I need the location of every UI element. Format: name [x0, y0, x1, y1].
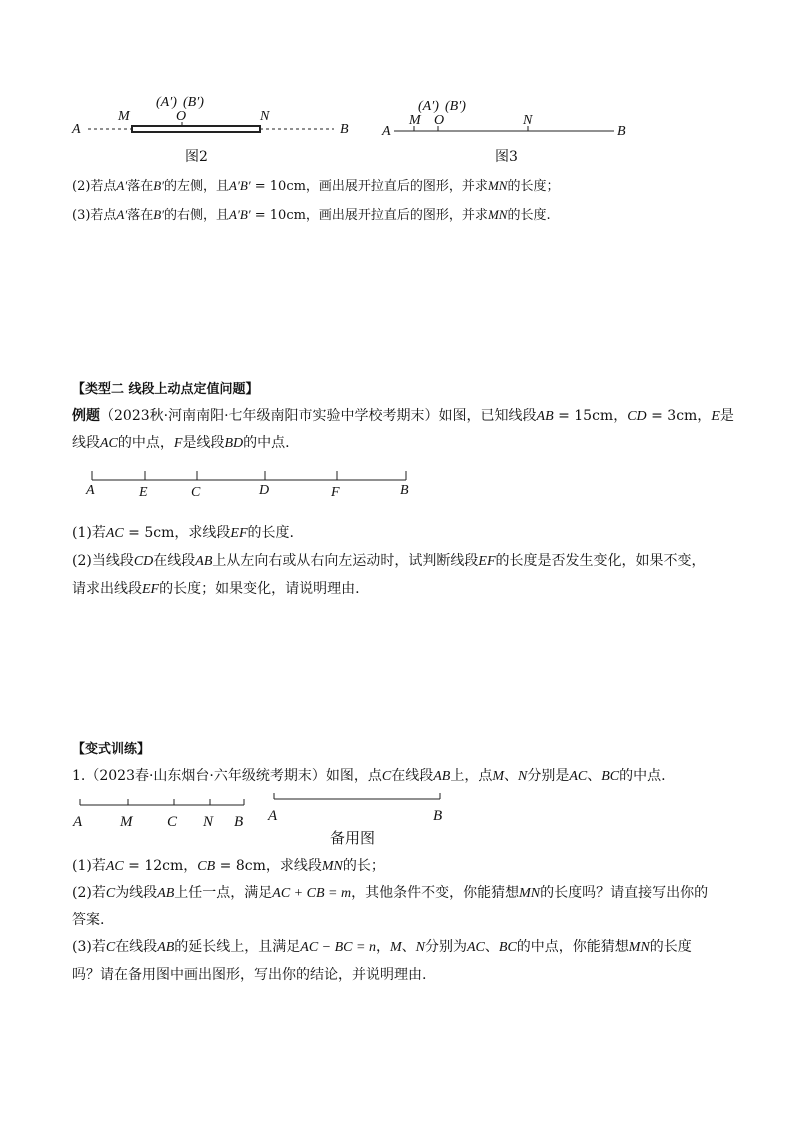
example-question-2-line2: 请求出线段EF的长度；如果变化，请说明理由.: [72, 581, 360, 597]
v-label-c: C: [167, 814, 178, 830]
fig2-label-ap: (A′): [156, 95, 177, 110]
fig3-label-o: O: [434, 113, 445, 128]
variant-problem-line: 1.（2023春·山东烟台·六年级统考期末）如图，点C在线段AB上，点M、N分别是AC、BC的中点.: [72, 768, 666, 784]
backup-caption: 备用图: [330, 829, 376, 847]
question-3-part1: (3)若点A′落在B′的右侧，且A′B′ = 10cm，画出展开拉直后的图形，并求MN的长度.: [72, 207, 551, 223]
type2-heading: 【类型二 线段上动点定值问题】: [72, 382, 259, 397]
variant-question-2-line2: 答案.: [72, 912, 105, 928]
fig2-label-a: A: [72, 122, 81, 137]
ex-label-b: B: [400, 483, 409, 498]
variant-question-3-line2: 吗？请在备用图中画出图形，写出你的结论，并说明理由.: [72, 967, 427, 983]
v-label-a: A: [73, 814, 83, 830]
fig3-label-ap: (A′): [418, 99, 439, 114]
v-label-n: N: [203, 814, 214, 830]
fig2-label-b: B: [340, 122, 349, 137]
example-question-1: (1)若AC = 5cm，求线段EF的长度.: [72, 525, 294, 541]
v-label-b: B: [234, 814, 244, 830]
fig3-label-b: B: [617, 124, 626, 139]
fig2-label-bp: (B′): [183, 95, 204, 110]
ex-label-f: F: [331, 485, 340, 500]
example-question-2-line1: (2)当线段CD在线段AB上从左向右或从右向左运动时，试判断线段EF的长度是否发生变化，如果不变，: [72, 553, 706, 569]
fig3-label-n: N: [523, 113, 533, 128]
variant-question-1: (1)若AC = 12cm，CB = 8cm，求线段MN的长；: [72, 858, 385, 874]
backup-label-a: A: [268, 808, 278, 824]
fig2-caption: 图2: [185, 149, 208, 165]
ex-label-d: D: [259, 483, 270, 498]
fig2-label-o: O: [176, 109, 187, 124]
fig3-label-bp: (B′): [445, 99, 466, 114]
variant-question-2-line1: (2)若C为线段AB上任一点，满足AC + CB = m，其他条件不变，你能猜想MN的长度吗？请直接写出你的: [72, 885, 709, 901]
variant-question-3-line1: (3)若C在线段AB的延长线上，且满足AC − BC = n，M、N分别为AC、BC的中点，你能猜想MN的长度: [72, 939, 692, 955]
fig2-label-n: N: [260, 109, 270, 124]
ex-label-e: E: [139, 485, 148, 500]
v-label-m: M: [120, 814, 133, 830]
question-2-part1: (2)若点A′落在B′的左侧，且A′B′ = 10cm，画出展开拉直后的图形，并求MN的长度；: [72, 178, 560, 194]
fig2-label-m: M: [118, 109, 130, 124]
fig3-label-a: A: [382, 124, 391, 139]
variant-heading: 【变式训练】: [72, 742, 151, 757]
fig3-caption: 图3: [495, 149, 518, 165]
fig3-label-m: M: [409, 113, 421, 128]
example-line-1: 例题（2023秋·河南南阳·七年级南阳市实验中学校考期末）如图，已知线段AB = 15cm，CD = 3cm，E是: [72, 408, 734, 424]
ex-label-a: A: [86, 483, 95, 498]
ex-label-c: C: [191, 485, 201, 500]
backup-label-b: B: [433, 808, 443, 824]
example-line-2: 线段AC的中点，F是线段BD的中点.: [72, 435, 290, 451]
